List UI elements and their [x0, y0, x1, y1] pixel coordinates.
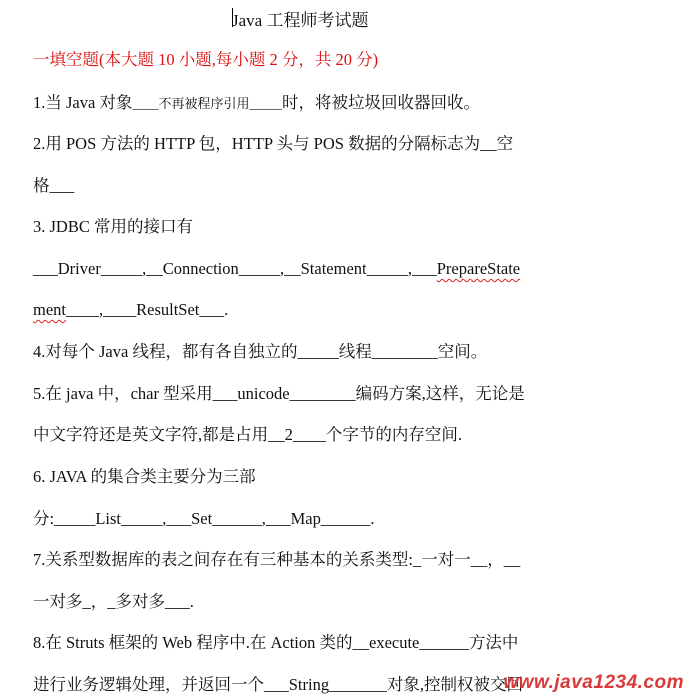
- section-heading: 一填空题(本大题 10 小题,每小题 2 分，共 20 分): [33, 50, 379, 69]
- question-8-line-2: 进行业务逻辑处理，并返回一个___String_______对象,控制权被交回: [33, 675, 523, 694]
- q1-text-a: 1.当 Java 对象: [33, 93, 133, 112]
- q3-answers-d: ____,____ResultSet___.: [66, 300, 229, 319]
- question-7-line-2: 一对多_，_多对多___.: [33, 592, 194, 611]
- q5-answer: ___unicode________: [212, 384, 356, 403]
- q3-answers-b: PrepareState: [436, 259, 521, 278]
- page-title: Java 工程师考试题: [232, 11, 369, 30]
- question-7-line-1: 7.关系型数据库的表之间存在有三种基本的关系类型:_一对一__，__: [33, 550, 521, 569]
- question-3-line-3: [33, 299, 228, 321]
- q1-text-b: 时，将被垃圾回收器回收。: [281, 93, 480, 112]
- question-6-line-1: 6. JAVA 的集合类主要分为三部: [33, 467, 256, 486]
- question-4: [33, 341, 487, 363]
- question-3-line-2: [33, 258, 520, 280]
- site-watermark: www.java1234.com: [503, 672, 684, 693]
- question-6-line-2: 分:_____List_____,___Set______,___Map______.: [33, 509, 375, 528]
- question-2-line-1: 2.用 POS 方法的 HTTP 包，HTTP 头与 POS 数据的分隔标志为__空: [33, 134, 514, 153]
- q4-answer: _____线程________: [297, 342, 438, 361]
- q5-text-a: 5.在 java 中，char 型采用: [33, 384, 213, 403]
- q1-answer: ____不再被程序引用_____: [132, 96, 282, 111]
- question-3-line-1: 3. JDBC 常用的接口有: [33, 217, 193, 236]
- question-1: [33, 92, 480, 115]
- question-8-line-1: 8.在 Struts 框架的 Web 程序中.在 Action 类的__execute______方法中: [33, 633, 519, 652]
- q3-answers-c: ment: [33, 300, 66, 319]
- q4-text-a: 4.对每个 Java 线程，都有各自独立的: [33, 342, 298, 361]
- q5-text-b: 编码方案,这样，无论是: [355, 384, 525, 403]
- question-2-line-2: 格___: [33, 176, 75, 195]
- q4-text-b: 空间。: [437, 342, 488, 361]
- q3-answers-a: ___Driver_____,__Connection_____,__Statement_____,___: [33, 259, 437, 278]
- question-5-line-1: [33, 383, 525, 405]
- question-5-line-2: 中文字符还是英文字符,都是占用__2____个字节的内存空间.: [33, 425, 462, 444]
